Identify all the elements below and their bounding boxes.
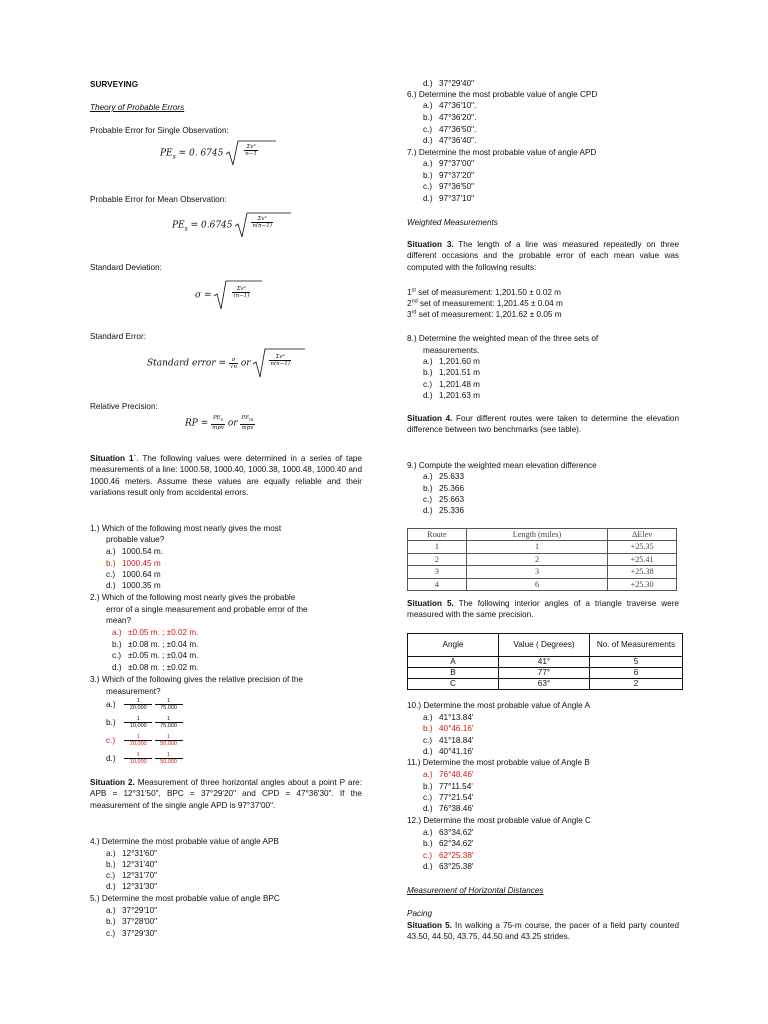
q2-option-a-answer[interactable]: a.) ±0.05 m. ; ±0.02 m. <box>112 628 199 637</box>
table-header-cell: Length (miles) <box>466 529 607 541</box>
q12-option-b[interactable]: b.) 62°34.62' <box>423 839 474 848</box>
question-3-cont: measurement? <box>106 687 161 696</box>
q12-option-a[interactable]: a.) 63°34.62' <box>423 828 474 837</box>
formula-relative-precision: RP = $\frac{PE_s}{\text{mpv}}$ or $\frac{PE_m}{\text{mpv}}$ <box>185 415 254 432</box>
table-cell: +25.35 <box>608 541 677 553</box>
q4-option-b[interactable]: b.) 12°31'40" <box>106 860 158 869</box>
table-cell: 4 <box>408 578 467 590</box>
q5-option-d[interactable]: d.) 37°29'40" <box>423 79 475 88</box>
table-header-cell: Angle <box>408 634 499 657</box>
q3-option-c-answer[interactable]: c.) $\frac{1}{20,000}$ $\frac{1}{50,000}$ <box>106 734 183 747</box>
table-cell: 63° <box>499 679 590 690</box>
table-cell: 41° <box>499 657 590 668</box>
formula-label-relative-precision: Relative Precision: <box>90 402 158 411</box>
table-cell: 6 <box>466 578 607 590</box>
q4-option-a[interactable]: a.) 12°31'60" <box>106 849 158 858</box>
q3-option-b[interactable]: b.) $\frac{1}{10,000}$ $\frac{1}{75,000}$ <box>106 716 183 729</box>
set-2: 2nd set of measurement: 1,201.45 ± 0.04 m <box>407 298 563 308</box>
q1-option-d[interactable]: d.) 1000.35 m <box>106 581 161 590</box>
q11-option-a-answer[interactable]: a.) 76°48.46' <box>423 770 474 779</box>
q6-option-a[interactable]: a.) 47°36'10". <box>423 101 477 110</box>
q6-option-b[interactable]: b.) 47°36'20". <box>423 113 477 122</box>
q7-option-b[interactable]: b.) 97°37'20" <box>423 171 475 180</box>
q3-option-d[interactable]: d.) $\frac{1}{10,000}$ $\frac{1}{50,000}$ <box>106 752 183 765</box>
question-2-cont2: mean? <box>106 616 132 625</box>
table-header-row <box>408 529 677 541</box>
pacing-heading: Pacing <box>407 909 433 918</box>
q6-option-d[interactable]: d.) 47°36'40". <box>423 136 477 145</box>
q10-option-d[interactable]: d.) 40°41.16' <box>423 747 474 756</box>
q1-option-c[interactable]: c.) 1000.64 m <box>106 570 161 579</box>
q5-option-c[interactable]: c.) 37°29'30" <box>106 929 158 938</box>
question-2: 2.) Which of the following most nearly gives the probable <box>90 593 296 602</box>
q11-option-b[interactable]: b.) 77°11.54' <box>423 782 473 791</box>
question-7: 7.) Determine the most probable value of angle APD <box>407 148 597 157</box>
q2-option-b[interactable]: b.) ±0.08 m. ; ±0.04 m. <box>112 640 199 649</box>
table-cell: +25.30 <box>608 578 677 590</box>
table-cell: B <box>408 668 499 679</box>
table-cell: A <box>408 657 499 668</box>
question-8-cont: measurements. <box>423 346 480 355</box>
table-cell: +25.38 <box>608 566 677 578</box>
situation-1-paragraph: Situation 1`. The following values were determined in a series of tape measurements of a line: 1000.58, 1000.40, 1000.38, 1000.48, 1000.40 and 1000.46 meters. Assume these values are equally reliable and their variations result only from accidental errors. <box>90 454 362 498</box>
table-cell: 3 <box>408 566 467 578</box>
q7-option-d[interactable]: d.) 97°37'10" <box>423 194 475 203</box>
set-1: 1st set of measurement: 1,201.50 ± 0.02 m <box>407 287 561 297</box>
q12-option-c-answer[interactable]: c.) 62°25.38' <box>423 851 474 860</box>
q11-option-c[interactable]: c.) 77°21.54' <box>423 793 474 802</box>
situation-2-paragraph: Situation 2. Measurement of three horizontal angles about a point P are: APB = 12°31'50", BPC = 37°29'20" and CPD = 47°36'30". If the measurement of the single angle APD is 97°37'00". <box>90 778 362 810</box>
question-11: 11.) Determine the most probable value of Angle B <box>407 758 590 767</box>
q8-option-c[interactable]: c.) 1,201.48 m <box>423 380 480 389</box>
formula-pe-single: $PE_s = 0$. 6745 $\frac{\text{Σv²}}{n-1}$ <box>160 140 276 166</box>
table-header-cell: Value ( Degrees) <box>499 634 590 657</box>
q7-option-a[interactable]: a.) 97°37'00" <box>423 159 475 168</box>
question-5: 5.) Determine the most probable value of angle BPC <box>90 894 280 903</box>
set-3: 3rd set of measurement: 1,201.62 ± 0.05 m <box>407 309 562 319</box>
table-header-cell: ΔElev <box>608 529 677 541</box>
q5-option-b[interactable]: b.) 37°28'00" <box>106 917 158 926</box>
q2-option-c[interactable]: c.) ±0.05 m. ; ±0.04 m. <box>112 651 199 660</box>
q5-option-a[interactable]: a.) 37°29'10" <box>106 906 158 915</box>
situation-4-paragraph: Situation 4. Four different routes were taken to determine the elevation difference between two benchmarks (see table). <box>407 414 680 435</box>
question-1-cont: probable value? <box>106 535 165 544</box>
table-cell: 77° <box>499 668 590 679</box>
question-1: 1.) Which of the following most nearly gives the most <box>90 524 282 533</box>
q11-option-d[interactable]: d.) 76°38.46' <box>423 804 474 813</box>
table-cell: 6 <box>590 668 683 679</box>
table-cell: 2 <box>466 553 607 565</box>
q10-option-b-answer[interactable]: b.) 40°46.16' <box>423 724 474 733</box>
q2-option-d[interactable]: d.) ±0.08 m. ; ±0.02 m. <box>112 663 199 672</box>
q9-option-a[interactable]: a.) 25.633 <box>423 472 465 481</box>
table-cell: 1 <box>408 541 467 553</box>
question-8: 8.) Determine the weighted mean of the three sets of <box>407 334 599 343</box>
table-header-row <box>408 634 683 657</box>
q4-option-c[interactable]: c.) 12°31'70" <box>106 871 158 880</box>
q9-option-d[interactable]: d.) 25.336 <box>423 506 465 515</box>
formula-pe-mean: $PE_s = 0.6745$ $\frac{\text{Σv²}}{n(n-1)}$ <box>172 212 291 238</box>
formula-std-dev: σ = $\frac{\text{Σv²}}{(n-1)}$ <box>195 280 262 310</box>
q1-option-b-answer[interactable]: b.) 1000.45 m <box>106 559 161 568</box>
question-6: 6.) Determine the most probable value of angle CPD <box>407 90 598 99</box>
q12-option-d[interactable]: d.) 63°25.38' <box>423 862 474 871</box>
formula-label-single: Probable Error for Single Observation: <box>90 126 229 135</box>
table-cell: +25.41 <box>608 553 677 565</box>
table-row <box>408 566 677 578</box>
q9-option-c[interactable]: c.) 25.663 <box>423 495 465 504</box>
situation-5b-paragraph: Situation 5. In walking a 75-m course, the pacer of a field party counted 43.50, 44.50, 43.75, 44.50 and 43.25 strides. <box>407 921 679 942</box>
table-cell: 3 <box>466 566 607 578</box>
table-row <box>408 679 683 690</box>
table-row <box>408 553 677 565</box>
formula-label-mean: Probable Error for Mean Observation: <box>90 195 227 204</box>
table-header-cell: Route <box>408 529 467 541</box>
weighted-measurements-heading: Weighted Measurements <box>407 218 498 227</box>
q1-option-a[interactable]: a.) 1000.54 m. <box>106 547 163 556</box>
question-4: 4.) Determine the most probable value of angle APB <box>90 837 279 846</box>
section-theory-heading: Theory of Probable Errors <box>90 103 185 112</box>
formula-label-std-error: Standard Error: <box>90 332 146 341</box>
q6-option-c[interactable]: c.) 47°36'50". <box>423 125 477 134</box>
q8-option-a[interactable]: a.) 1,201.60 m <box>423 357 480 366</box>
question-9: 9.) Compute the weighted mean elevation difference <box>407 461 597 470</box>
situation-3-paragraph: Situation 3. The length of a line was measured repeatedly on three different occasions and the probable error of each mean value was computed with the following results: <box>407 240 679 272</box>
route-elevation-table <box>407 528 677 591</box>
q8-option-b[interactable]: b.) 1,201.51 m <box>423 368 480 377</box>
table-cell: 2 <box>590 679 683 690</box>
formula-std-error: Standard error = $\frac{\sigma}{√n}$ or $\frac{\text{Σv²}}{n(n-1)}$ <box>147 348 305 378</box>
triangle-angles-table <box>407 633 683 690</box>
document-title: SURVEYING <box>90 80 139 89</box>
table-cell: 1 <box>466 541 607 553</box>
table-row <box>408 657 683 668</box>
q9-option-b[interactable]: b.) 25.366 <box>423 484 465 493</box>
question-3: 3.) Which of the following gives the relative precision of the <box>90 675 303 684</box>
formula-label-std-dev: Standard Deviation: <box>90 263 162 272</box>
table-header-cell: No. of Measurements <box>590 634 683 657</box>
question-12: 12.) Determine the most probable value of Angle C <box>407 816 591 825</box>
table-row <box>408 541 677 553</box>
table-row <box>408 668 683 679</box>
q3-option-a[interactable]: a.) $\frac{1}{20,000}$ $\frac{1}{75,000}$ <box>106 698 183 711</box>
q7-option-c[interactable]: c.) 97°36'50" <box>423 182 475 191</box>
q10-option-c[interactable]: c.) 41°18.84' <box>423 736 474 745</box>
q8-option-d[interactable]: d.) 1,201.63 m <box>423 391 480 400</box>
table-cell: 5 <box>590 657 683 668</box>
horizontal-distances-heading: Measurement of Horizontal Distances <box>407 886 544 895</box>
table-row <box>408 578 677 590</box>
question-10: 10.) Determine the most probable value of Angle A <box>407 701 590 710</box>
question-2-cont: error of a single measurement and probable error of the <box>106 605 308 614</box>
situation-5-paragraph: Situation 5. The following interior angles of a triangle traverse were measured with the same precision. <box>407 599 679 620</box>
q10-option-a[interactable]: a.) 41°13.84' <box>423 713 474 722</box>
table-cell: C <box>408 679 499 690</box>
q4-option-d[interactable]: d.) 12°31'30" <box>106 882 158 891</box>
table-cell: 2 <box>408 553 467 565</box>
